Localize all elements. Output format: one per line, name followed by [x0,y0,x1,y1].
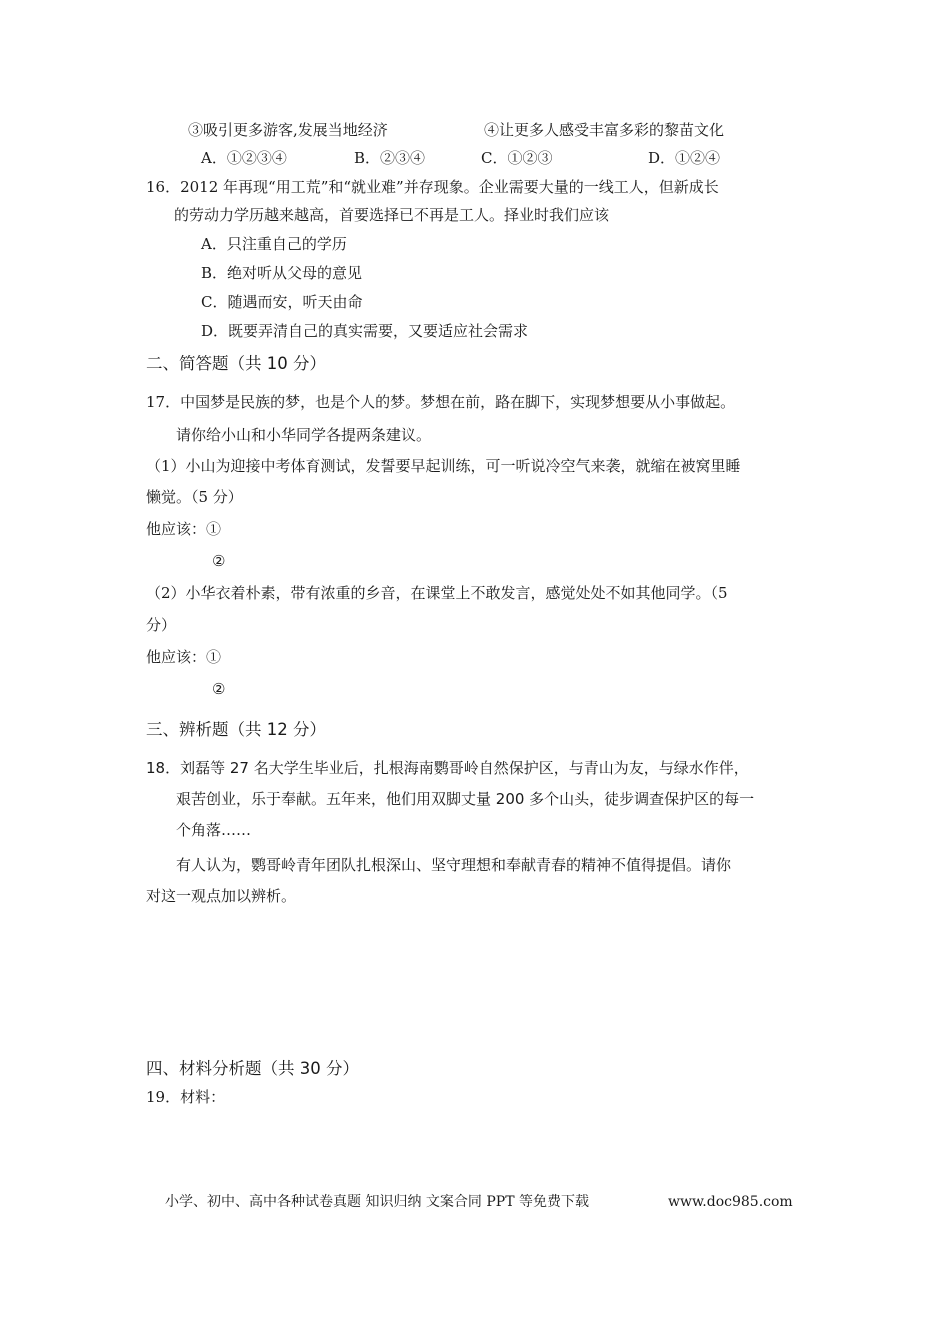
q17-sub1-answer1: 他应该：① [146,520,222,538]
q16-stem-line2: 的劳动力学历越来越高，首要选择已不再是工人。择业时我们应该 [174,206,610,224]
q18-stem-line3: 个角落…… [176,821,252,839]
q16-option-d: D．既要弄清自己的真实需要，又要适应社会需求 [201,322,529,340]
q17-sub1-line2: 懒觉。（5 分） [146,488,243,506]
section3-heading: 三、辨析题（共 12 分） [146,720,326,739]
q17-sub2-line1: （2）小华衣着朴素，带有浓重的乡音，在课堂上不敢发言，感觉处处不如其他同学。（5 [146,584,728,602]
q15-item-3: ③吸引更多游客,发展当地经济 [188,121,388,139]
q18-stem-line1: 18．刘磊等 27 名大学生毕业后，扎根海南鹦哥岭自然保护区，与青山为友，与绿水作伴， [146,759,749,777]
q19-stem: 19．材料： [146,1088,226,1106]
q15-option-c: C．①②③ [481,149,553,167]
q16-option-a: A．只注重自己的学历 [201,235,347,253]
q17-sub2-line2: 分） [146,616,177,634]
footer-text: 小学、初中、高中各种试卷真题 知识归纳 文案合同 PPT 等免费下载 [165,1194,589,1210]
q15-option-b: B．②③④ [354,149,426,167]
q15-option-d: D．①②④ [648,149,721,167]
q18-stem-line5: 对这一观点加以辨析。 [146,887,297,905]
footer-url[interactable]: www.doc985.com [668,1194,793,1210]
q15-option-a: A．①②③④ [201,149,287,167]
q16-option-b: B．绝对听从父母的意见 [201,264,363,282]
q15-item-4: ④让更多人感受丰富多彩的黎苗文化 [484,121,725,139]
q17-sub1-line1: （1）小山为迎接中考体育测试，发誓要早起训练，可一听说冷空气来袭，就缩在被窝里睡 [146,457,741,475]
q17-sub2-answer1: 他应该：① [146,648,222,666]
q18-stem-line2: 艰苦创业，乐于奉献。五年来，他们用双脚丈量 200 多个山头，徒步调查保护区的每一 [176,790,755,808]
section2-heading: 二、简答题（共 10 分） [146,354,326,373]
q17-stem-line1: 17．中国梦是民族的梦，也是个人的梦。梦想在前，路在脚下，实现梦想要从小事做起。 [146,393,736,411]
section4-heading: 四、材料分析题（共 30 分） [146,1059,359,1078]
q16-option-c: C．随遇而安，听天由命 [201,293,363,311]
q17-stem-line2: 请你给小山和小华同学各提两条建议。 [176,426,432,444]
q18-stem-line4: 有人认为，鹦哥岭青年团队扎根深山、坚守理想和奉献青春的精神不值得提倡。请你 [176,856,732,874]
q17-sub1-answer2: ② [212,552,226,570]
q16-stem-line1: 16．2012 年再现“用工荒”和“就业难”并存现象。企业需要大量的一线工人，但新成长 [146,178,719,196]
q17-sub2-answer2: ② [212,680,226,698]
